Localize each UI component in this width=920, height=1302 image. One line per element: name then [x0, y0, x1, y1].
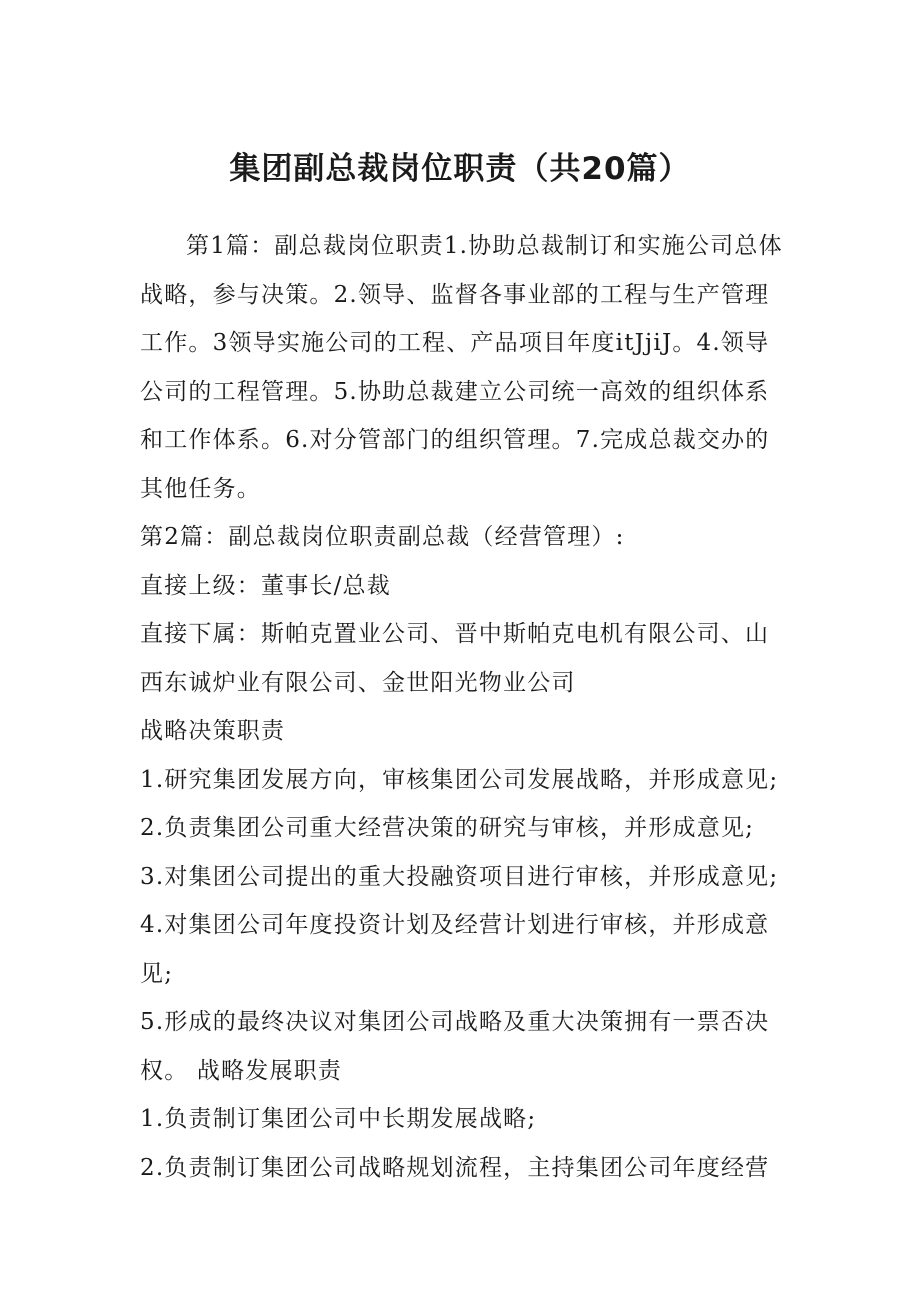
list-item: 2.负责集团公司重大经营决策的研究与审核，并形成意见;: [140, 815, 755, 841]
list-item: 3.对集团公司提出的重大投融资项目进行审核，并形成意见;: [140, 863, 779, 890]
list-item: 5.形成的最终决议对集团公司战略及重大决策拥有一票否决权。 战略发展职责: [140, 1009, 770, 1084]
list-item: 1.研究集团发展方向，审核集团公司发展战略，并形成意见;: [140, 766, 779, 793]
paragraph-chapter-1: 第1篇：副总裁岗位职责1.协助总裁制订和实施公司总体战略，参与决策。2.领导、监督各事业部的工程与生产管理工作。3领导实施公司的工程、产品项目年度itJjiJ。4.领导公司的工程管理。5.协助总裁建立公司统一高效的组织体系和工作体系。6.对分管部门的组织管理。7.完成总裁交办的其他任务。: [140, 233, 783, 502]
list-item: 1.负责制订集团公司中长期发展战略;: [140, 1106, 537, 1132]
document-body: [140, 222, 785, 1192]
paragraph-direct-superior: 直接上级：董事长/总裁: [140, 572, 391, 599]
list-item: 2.负责制订集团公司战略规划流程，主持集团公司年度经营: [140, 1154, 770, 1181]
section-heading-strategic-decision: 战略决策职责: [140, 718, 286, 744]
list-item: 4.对集团公司年度投资计划及经营计划进行审核，并形成意见;: [140, 912, 770, 987]
document-title: 集团副总裁岗位职责（共20篇）: [229, 151, 691, 187]
paragraph-direct-subordinates: 直接下属：斯帕克置业公司、晋中斯帕克电机有限公司、山西东诚炉业有限公司、金世阳光物业公司: [140, 621, 770, 696]
paragraph-chapter-2-heading: 第2篇：副总裁岗位职责副总裁（经营管理）:: [140, 524, 625, 550]
